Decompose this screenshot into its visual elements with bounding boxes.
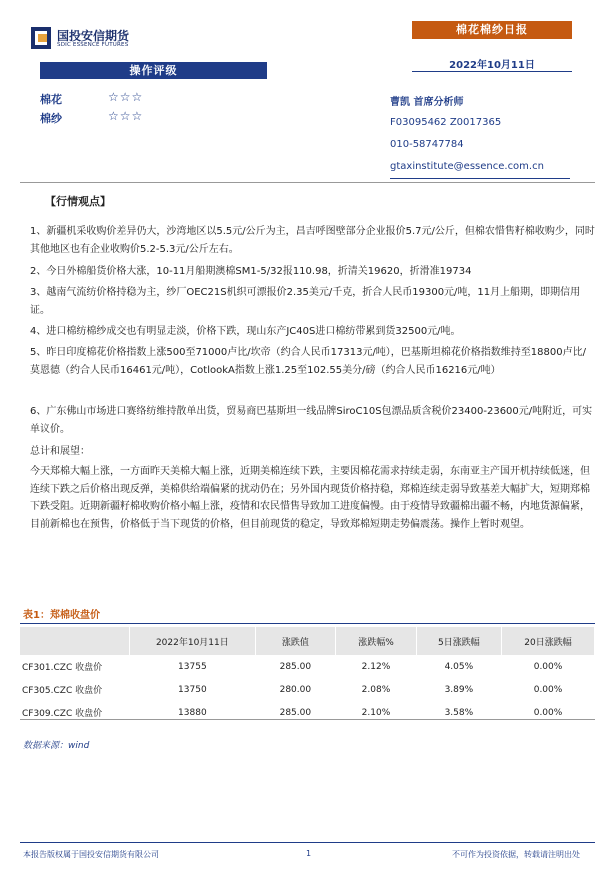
rating-title: 操作评级 <box>40 62 267 79</box>
logo-mark-icon <box>31 27 51 49</box>
brand-name-cn: 国投安信期货 <box>57 29 130 43</box>
table-cell: 0.00% <box>533 684 563 695</box>
footer-copyright: 本报告版权属于国投安信期货有限公司 <box>23 850 159 859</box>
table-cell: 3.58% <box>444 707 474 718</box>
market-point: 3、越南气流纺价格持稳为主，纱厂OEC21S机织可漂报价2.35美元/千克，折合人民币19300元/吨，11月上船期，即期信用证。 <box>30 287 581 316</box>
table-cell: 3.89% <box>444 684 474 695</box>
price-table <box>20 627 595 724</box>
page-number: 1 <box>306 849 312 858</box>
summary-text: 今天郑棉大幅上涨，一方面昨天美棉大幅上涨，近期美棉连续下跌，主要因棉花需求持续走弱，东南亚主产国开机持续低迷，但连续下跌之后价格出现反弹，美棉供给端偏紧的扰动仍在；另外国内现货价格持稳，郑棉连续走弱导致基差大幅扩大，短期郑棉下跌受阻。近期新疆籽棉收购价格小幅上涨，疫情和农民惜售导致加工进度偏慢。由于疫情导致疆棉出疆不畅，内地货源偏紧，目前新棉也在预售，价格低于当下现货的价格，但目前现货的稳定，导致郑棉短期走势偏震荡。操作上暂时观望。 <box>30 466 590 530</box>
divider <box>20 842 595 843</box>
table-header-row <box>20 627 595 655</box>
section-title: 【行情观点】 <box>45 195 111 208</box>
table-cell: 13755 <box>178 661 207 672</box>
data-source: 数据来源：wind <box>23 741 90 751</box>
table-header: 20日涨跌幅 <box>502 627 595 655</box>
table-cell: 285.00 <box>279 661 312 672</box>
divider <box>412 71 572 72</box>
table-header <box>20 627 130 655</box>
report-date: 2022年10月11日 <box>449 60 535 71</box>
rating-item-name: 棉纱 <box>40 112 62 125</box>
divider <box>20 182 595 183</box>
summary-title: 总计和展望： <box>30 446 90 457</box>
analyst-email[interactable]: gtaxinstitute@essence.com.cn <box>390 161 544 172</box>
market-point: 1、新疆机采收购价差异仍大，沙湾地区以5.5元/公斤为主，昌吉呼图壁部分企业报价5.7元/公斤，但棉农惜售籽棉收购少，同时其他地区也有企业收购价5.2-5.3元/公斤左右。 <box>30 226 595 255</box>
table-cell: CF305.CZC 收盘价 <box>22 686 103 696</box>
brand-name-en: SDIC ESSENCE FUTURES <box>57 42 129 48</box>
table-header: 5日涨跌幅 <box>416 627 501 655</box>
footer-disclaimer: 不可作为投资依据，转载请注明出处 <box>452 850 580 859</box>
table-cell: CF301.CZC 收盘价 <box>22 663 103 673</box>
table-cell: 13750 <box>178 684 207 695</box>
table-row <box>20 678 595 701</box>
table-header: 涨跌值 <box>255 627 336 655</box>
analyst-phone: 010-58747784 <box>390 139 464 150</box>
table-cell: 2.12% <box>361 661 391 672</box>
rating-stars: ☆☆☆ <box>108 109 144 123</box>
table-header: 2022年10月11日 <box>130 627 255 655</box>
table-row <box>20 655 595 678</box>
market-point: 2、今日外棉船货价格大涨，10-11月船期澳棉SM1-5/32报110.98，折清关19620，折滑准19734 <box>30 266 472 277</box>
table-cell: 2.10% <box>361 707 391 718</box>
table-cell: 2.08% <box>361 684 391 695</box>
report-title: 棉花棉纱日报 <box>412 21 572 39</box>
market-point: 6、广东佛山市场进口赛络纺维持散单出货，贸易商巴基斯坦一线品牌SiroC10S包漂品质含税价23400-23600元/吨附近，可实单议价。 <box>30 406 593 435</box>
analyst-cert: F03095462 Z0017365 <box>390 117 502 128</box>
rating-stars: ☆☆☆ <box>108 90 144 104</box>
table-header: 涨跌幅% <box>336 627 417 655</box>
table-cell: 0.00% <box>533 707 563 718</box>
rating-item-name: 棉花 <box>40 93 62 106</box>
table-cell: CF309.CZC 收盘价 <box>22 709 103 719</box>
brand-logo <box>31 25 151 53</box>
divider <box>20 623 595 624</box>
table-cell: 280.00 <box>279 684 312 695</box>
table-row <box>20 701 595 724</box>
table-title: 表1：郑棉收盘价 <box>23 610 100 621</box>
market-point: 4、进口棉纺棉纱成交也有明显走淡，价格下跌，现山东产JC40S进口棉纺带累到货32500元/吨。 <box>30 326 461 337</box>
market-point: 5、昨日印度棉花价格指数上涨500至71000卢比/坎帝（约合人民币17313元/吨），巴基斯坦棉花价格指数维持至18800卢比/莫恩德（约合人民币16461元/吨），CotlookA指数上涨1.25至102.55美分/磅（约合人民币16216元/吨） <box>30 347 586 376</box>
table-cell: 13880 <box>178 707 207 718</box>
table-cell: 285.00 <box>279 707 312 718</box>
table-cell: 0.00% <box>533 661 563 672</box>
divider <box>390 178 570 179</box>
table-cell: 4.05% <box>444 661 474 672</box>
analyst-name: 曹凯 首席分析师 <box>390 97 464 108</box>
